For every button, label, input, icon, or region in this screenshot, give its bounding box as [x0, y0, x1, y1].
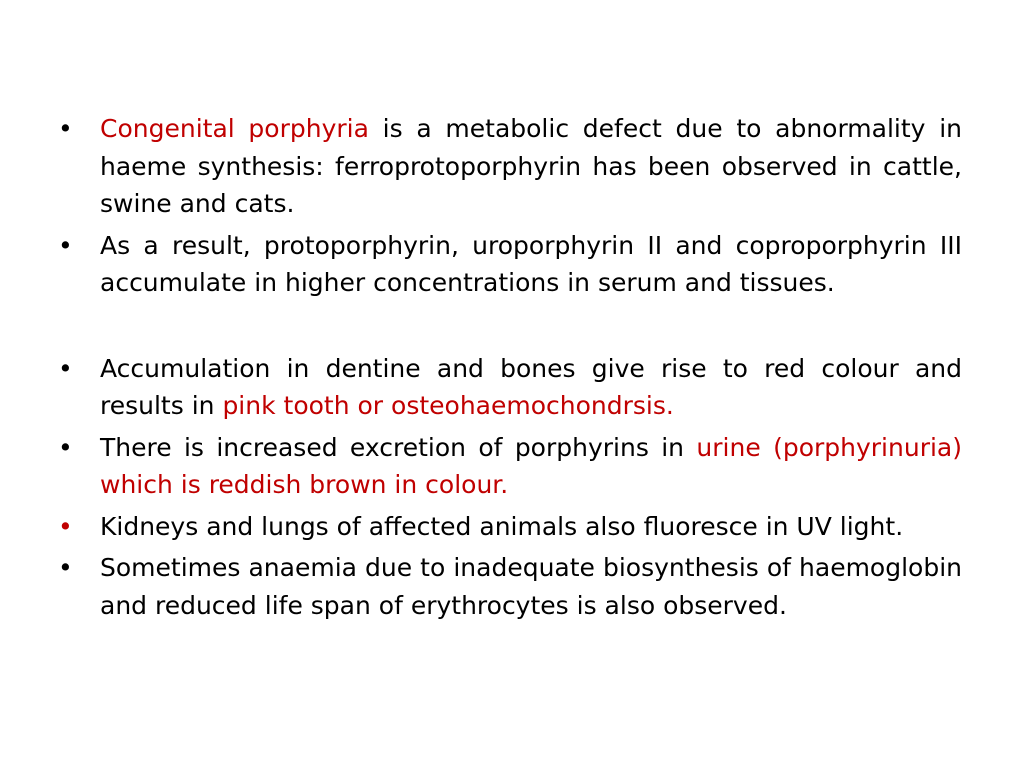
- bullet-text: is a metabolic defect due to abnormality in haeme synthesis: ferroprotoporphyrin has been observed in cattle, swine and cats.: [100, 114, 962, 218]
- bullet-marker: •: [58, 432, 73, 462]
- bullet-item-dentine-bones: [58, 350, 962, 425]
- bullet-text: Kidneys and lungs of affected animals also fluoresce in UV light.: [100, 511, 904, 541]
- bullet-marker: •: [58, 230, 73, 260]
- bullet-marker: •: [58, 353, 73, 383]
- bullet-text: Sometimes anaemia due to inadequate biosynthesis of haemoglobin and reduced life span of erythrocytes is also observed.: [100, 553, 962, 620]
- bullet-item-kidneys-lungs: [58, 508, 962, 546]
- bullet-item-congenital-porphyria: [58, 110, 962, 223]
- bullet-text: Accumulation in dentine and bones give rise to red colour and results in: [100, 353, 962, 420]
- highlighted-term: urine (porphyrinuria) which is reddish brown in colour.: [100, 432, 962, 499]
- bullet-marker: •: [58, 511, 73, 541]
- bullet-text: As a result, protoporphyrin, uroporphyrin II and coproporphyrin III accumulate in higher concentrations in serum and tissues.: [100, 230, 962, 297]
- bullet-item-excretion-urine: [58, 429, 962, 504]
- bullet-text: There is increased excretion of porphyrins in: [100, 432, 697, 462]
- bullet-marker: •: [58, 553, 73, 582]
- highlighted-term: pink tooth or osteohaemochondrsis.: [222, 391, 674, 420]
- bullet-item-anaemia: [58, 549, 962, 624]
- bullet-item-accumulation-result: [58, 227, 962, 302]
- highlighted-term: Congenital porphyria: [100, 114, 369, 143]
- bullet-marker: •: [58, 114, 73, 143]
- bullet-list: [58, 110, 962, 628]
